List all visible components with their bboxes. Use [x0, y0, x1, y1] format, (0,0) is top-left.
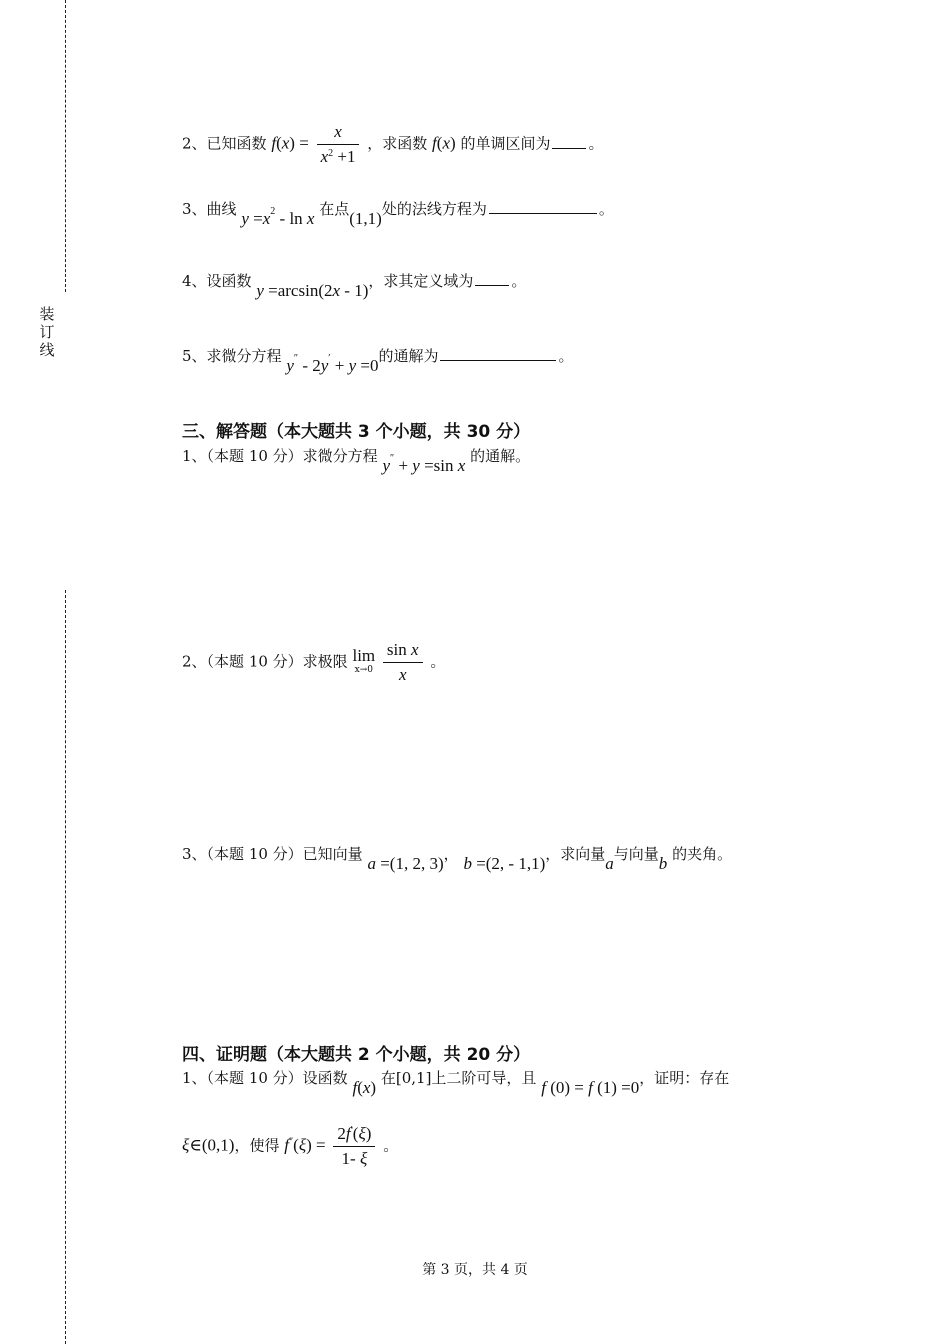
- answer-blank[interactable]: [552, 147, 586, 149]
- fill-question-4: 4、设函数 y =arcsin(2x - 1)，求其定义域为 。: [182, 272, 527, 300]
- fill-question-3: 3、曲线 $y =x^2 - \ln x$ 在点(1,1)处的法线方程为 。: [182, 200, 614, 228]
- section-4-question-1-line-2: ξ∈(0,1)，使得 f″(ξ) = $\frac{2f'(\xi)}{1- \xi}$ 。: [182, 1124, 399, 1168]
- fill-question-5: 5、求微分方程 y″ - 2y′ + y =0的通解为 。: [182, 347, 574, 375]
- answer-blank[interactable]: [440, 359, 556, 361]
- fraction: $\frac{x}{x^2 +1}$: [317, 122, 360, 167]
- fraction: $\frac{\text{sin x}}{x}$: [383, 640, 423, 685]
- answer-blank[interactable]: [475, 284, 509, 286]
- answer-blank[interactable]: [489, 212, 597, 214]
- limit-operator: lim x→0: [352, 645, 376, 675]
- section-4-title: 四、证明题（本大题共 2 个小题，共 20 分）: [182, 1045, 531, 1065]
- page-footer: 第 3 页，共 4 页: [422, 1262, 528, 1278]
- section-3-question-2: 2、（本题 10 分）求极限 lim x→0 $\frac{\text{sin x}}{x}$ 。: [182, 640, 446, 684]
- section-3-question-3: 3、（本题 10 分）已知向量 a =(1, 2, 3)， b =(2, - 1,1)，求向量a与向量b 的夹角。: [182, 845, 733, 873]
- section-3-title: 三、解答题（本大题共 3 个小题，共 30 分）: [182, 422, 531, 442]
- fill-question-2: 2、已知函数 f(x) = $\frac{x}{x^2 +1}$ ，求函数 f(x) 的单调区间为 。: [182, 122, 604, 166]
- section-3-question-1: 1、（本题 10 分）求微分方程 y″ + y =sin x 的通解。: [182, 447, 531, 475]
- fraction: $\frac{2f'(\xi)}{1- \xi}$: [333, 1124, 375, 1169]
- binding-line-top: [65, 0, 66, 292]
- section-4-question-1-line-1: 1、（本题 10 分）设函数 f(x) 在[0,1]上二阶可导，且 f (0) = f (1) =0，证明：存在: [182, 1069, 730, 1097]
- binding-label: 装 订 线: [39, 305, 55, 359]
- binding-line-bottom: [65, 590, 66, 1344]
